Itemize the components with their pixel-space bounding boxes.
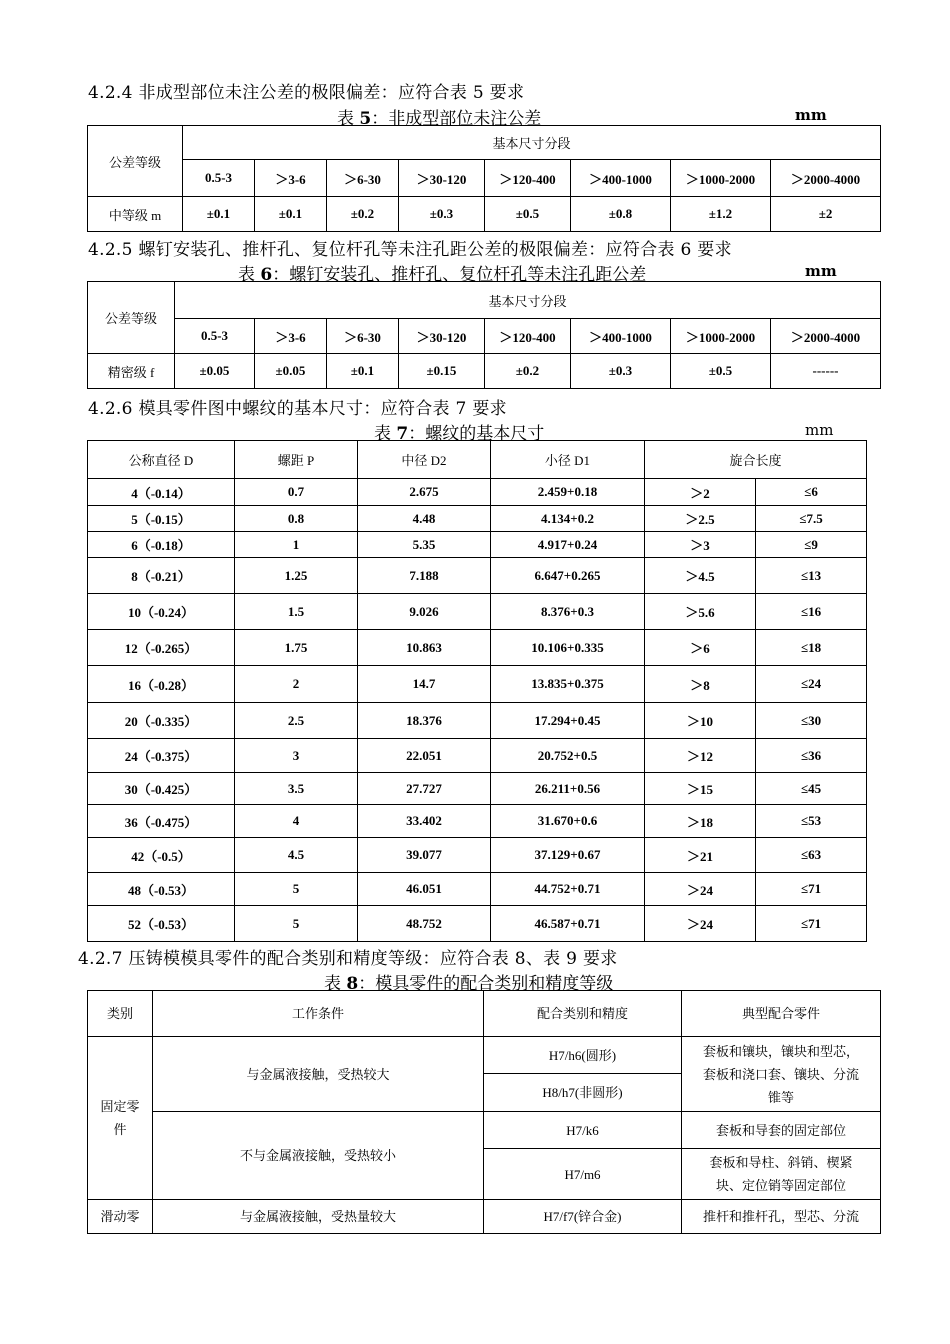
cell: 30（-0.425） <box>88 773 235 805</box>
cell: 7.188 <box>358 558 491 594</box>
value-cell: ±1.2 <box>671 197 771 232</box>
table-row <box>88 558 867 594</box>
cell: ≤18 <box>756 630 867 666</box>
header-cell: 类别 <box>88 991 153 1037</box>
range-cell: ＞3-6 <box>255 160 327 197</box>
range-cell: ＞3-6 <box>255 319 327 354</box>
value-cell: ±0.2 <box>327 197 399 232</box>
table-7-caption: 表 7：螺纹的基本尺寸 <box>374 424 545 444</box>
table-8-caption: 表 8：模具零件的配合类别和精度等级 <box>324 974 614 994</box>
table-row <box>88 532 867 558</box>
table-row <box>88 594 867 630</box>
grade-cell: 精密级 f <box>88 354 175 389</box>
cell: ≤36 <box>756 739 867 773</box>
range-cell: ＞30-120 <box>399 160 485 197</box>
cell: 31.670+0.6 <box>491 805 645 838</box>
fit-cell: H7/k6 <box>484 1112 682 1149</box>
range-cell: 0.5-3 <box>175 319 255 354</box>
cell: 17.294+0.45 <box>491 703 645 739</box>
value-cell: ±0.05 <box>255 354 327 389</box>
cell: 8.376+0.3 <box>491 594 645 630</box>
cell: ≤7.5 <box>756 506 867 532</box>
range-cell: ＞400-1000 <box>571 160 671 197</box>
range-cell: ＞2000-4000 <box>771 160 881 197</box>
table-6-unit: mm <box>805 262 837 280</box>
cell: ≤63 <box>756 838 867 873</box>
table-row <box>88 873 867 906</box>
fit-cell: H8/h7(非圆形) <box>484 1074 682 1112</box>
cell: ＞15 <box>645 773 756 805</box>
section-4-2-4-heading: 4.2.4 非成型部位未注公差的极限偏差：应符合表 5 要求 <box>88 83 525 103</box>
cell: 6（-0.18） <box>88 532 235 558</box>
cell: 1.25 <box>235 558 358 594</box>
cell: 24（-0.375） <box>88 739 235 773</box>
cell: 42（-0.5） <box>88 838 235 873</box>
parts-cell: 套板和导柱、斜销、楔紧 块、定位销等固定部位 <box>682 1149 881 1200</box>
table-5-caption: 表 5：非成型部位未注公差 <box>337 109 542 129</box>
cell: 37.129+0.67 <box>491 838 645 873</box>
range-cell: ＞400-1000 <box>571 319 671 354</box>
table-row <box>88 703 867 739</box>
cell: 20.752+0.5 <box>491 739 645 773</box>
cell: 10.863 <box>358 630 491 666</box>
cell: 3.5 <box>235 773 358 805</box>
table-8 <box>87 990 881 1234</box>
cell: 0.7 <box>235 479 358 506</box>
header-cell: 小径 D1 <box>491 441 645 479</box>
cell: ＞4.5 <box>645 558 756 594</box>
cell: ≤71 <box>756 873 867 906</box>
header-cell: 中径 D2 <box>358 441 491 479</box>
value-cell: ±0.5 <box>671 354 771 389</box>
cell: 2.675 <box>358 479 491 506</box>
cell: 5 <box>235 906 358 942</box>
parts-cell: 推杆和推杆孔，型芯、分流 <box>682 1200 881 1234</box>
cell: ＞24 <box>645 906 756 942</box>
section-4-2-5-heading: 4.2.5 螺钉安装孔、推杆孔、复位杆孔等未注孔距公差的极限偏差：应符合表 6 要求 <box>88 240 732 260</box>
cell: ≤71 <box>756 906 867 942</box>
table-6 <box>87 281 881 389</box>
cell: ＞8 <box>645 666 756 703</box>
category-cell-fixed: 固定零 件 <box>88 1037 153 1200</box>
cell: 13.835+0.375 <box>491 666 645 703</box>
value-cell: ±0.1 <box>183 197 255 232</box>
table-row <box>88 506 867 532</box>
value-cell: ±0.2 <box>485 354 571 389</box>
parts-cell: 套板和镶块，镶块和型芯， 套板和浇口套、镶块、分流 锥等 <box>682 1037 881 1112</box>
cell: ≤45 <box>756 773 867 805</box>
cell: ＞6 <box>645 630 756 666</box>
cell: 4.48 <box>358 506 491 532</box>
table-row <box>88 630 867 666</box>
cell: 16（-0.28） <box>88 666 235 703</box>
table-5-row-label: 公差等级 <box>88 126 183 197</box>
cell: ＞2 <box>645 479 756 506</box>
cell: ＞2.5 <box>645 506 756 532</box>
table-7-unit: mm <box>805 421 834 439</box>
range-cell: ＞2000-4000 <box>771 319 881 354</box>
cell: 48（-0.53） <box>88 873 235 906</box>
cell: 10.106+0.335 <box>491 630 645 666</box>
condition-cell: 与金属液接触，受热量较大 <box>153 1200 484 1234</box>
cell: ≤13 <box>756 558 867 594</box>
header-cell: 螺距 P <box>235 441 358 479</box>
cell: 26.211+0.56 <box>491 773 645 805</box>
cell: 46.051 <box>358 873 491 906</box>
cell: 1.5 <box>235 594 358 630</box>
value-cell: ±2 <box>771 197 881 232</box>
header-cell: 典型配合零件 <box>682 991 881 1037</box>
cell: ＞21 <box>645 838 756 873</box>
range-cell: ＞1000-2000 <box>671 319 771 354</box>
table-row <box>88 805 867 838</box>
cell: ≤9 <box>756 532 867 558</box>
cell: 5 <box>235 873 358 906</box>
table-6-row-label: 公差等级 <box>88 282 175 354</box>
value-cell: ------ <box>771 354 881 389</box>
cell: 4.134+0.2 <box>491 506 645 532</box>
value-cell: ±0.15 <box>399 354 485 389</box>
range-cell: ＞120-400 <box>485 319 571 354</box>
condition-cell: 不与金属液接触，受热较小 <box>153 1112 484 1200</box>
cell: ≤24 <box>756 666 867 703</box>
cell: 10（-0.24） <box>88 594 235 630</box>
cell: ≤53 <box>756 805 867 838</box>
range-cell: ＞6-30 <box>327 160 399 197</box>
cell: 0.8 <box>235 506 358 532</box>
cell: ＞3 <box>645 532 756 558</box>
cell: ≤16 <box>756 594 867 630</box>
cell: 2.5 <box>235 703 358 739</box>
cell: 22.051 <box>358 739 491 773</box>
table-row <box>88 479 867 506</box>
cell: 4 <box>235 805 358 838</box>
cell: 18.376 <box>358 703 491 739</box>
table-6-caption: 表 6：螺钉安装孔、推杆孔、复位杆孔等未注孔距公差 <box>238 265 647 285</box>
cell: 5.35 <box>358 532 491 558</box>
table-7 <box>87 440 867 942</box>
table-row <box>88 906 867 942</box>
table-5-unit: mm <box>795 106 827 124</box>
cell: 8（-0.21） <box>88 558 235 594</box>
header-cell: 公称直径 D <box>88 441 235 479</box>
value-cell: ±0.05 <box>175 354 255 389</box>
fit-cell: H7/h6(圆形) <box>484 1037 682 1074</box>
cell: 4.917+0.24 <box>491 532 645 558</box>
range-cell: ＞120-400 <box>485 160 571 197</box>
cell: ≤30 <box>756 703 867 739</box>
cell: 1.75 <box>235 630 358 666</box>
cell: ≤6 <box>756 479 867 506</box>
cell: 14.7 <box>358 666 491 703</box>
cell: 3 <box>235 739 358 773</box>
value-cell: ±0.1 <box>327 354 399 389</box>
cell: ＞5.6 <box>645 594 756 630</box>
table-6-group-header: 基本尺寸分段 <box>175 282 881 319</box>
cell: 36（-0.475） <box>88 805 235 838</box>
fit-cell: H7/f7(锌合金) <box>484 1200 682 1234</box>
cell: 48.752 <box>358 906 491 942</box>
cell: 52（-0.53） <box>88 906 235 942</box>
cell: 1 <box>235 532 358 558</box>
cell: 44.752+0.71 <box>491 873 645 906</box>
cell: 12（-0.265） <box>88 630 235 666</box>
value-cell: ±0.1 <box>255 197 327 232</box>
cell: 20（-0.335） <box>88 703 235 739</box>
header-cell: 配合类别和精度 <box>484 991 682 1037</box>
range-cell: ＞30-120 <box>399 319 485 354</box>
value-cell: ±0.3 <box>571 354 671 389</box>
cell: ＞12 <box>645 739 756 773</box>
section-4-2-7-heading: 4.2.7 压铸模模具零件的配合类别和精度等级：应符合表 8、表 9 要求 <box>78 949 618 969</box>
table-5-group-header: 基本尺寸分段 <box>183 126 881 160</box>
header-cell: 旋合长度 <box>645 441 867 479</box>
grade-cell: 中等级 m <box>88 197 183 232</box>
value-cell: ±0.3 <box>399 197 485 232</box>
section-4-2-6-heading: 4.2.6 模具零件图中螺纹的基本尺寸：应符合表 7 要求 <box>88 399 507 419</box>
cell: 4（-0.14） <box>88 479 235 506</box>
table-row <box>88 739 867 773</box>
range-cell: 0.5-3 <box>183 160 255 197</box>
cell: 27.727 <box>358 773 491 805</box>
cell: 5（-0.15） <box>88 506 235 532</box>
range-cell: ＞1000-2000 <box>671 160 771 197</box>
cell: ＞24 <box>645 873 756 906</box>
cell: 33.402 <box>358 805 491 838</box>
header-cell: 工作条件 <box>153 991 484 1037</box>
table-5 <box>87 125 881 232</box>
cell: ＞18 <box>645 805 756 838</box>
range-cell: ＞6-30 <box>327 319 399 354</box>
fit-cell: H7/m6 <box>484 1149 682 1200</box>
cell: 39.077 <box>358 838 491 873</box>
value-cell: ±0.5 <box>485 197 571 232</box>
table-row <box>88 666 867 703</box>
table-row <box>88 838 867 873</box>
cell: ＞10 <box>645 703 756 739</box>
value-cell: ±0.8 <box>571 197 671 232</box>
table-row <box>88 773 867 805</box>
parts-cell: 套板和导套的固定部位 <box>682 1112 881 1149</box>
cell: 6.647+0.265 <box>491 558 645 594</box>
cell: 46.587+0.71 <box>491 906 645 942</box>
cell: 9.026 <box>358 594 491 630</box>
cell: 2.459+0.18 <box>491 479 645 506</box>
condition-cell: 与金属液接触，受热较大 <box>153 1037 484 1112</box>
cell: 4.5 <box>235 838 358 873</box>
cell: 2 <box>235 666 358 703</box>
category-cell-sliding: 滑动零 <box>88 1200 153 1234</box>
